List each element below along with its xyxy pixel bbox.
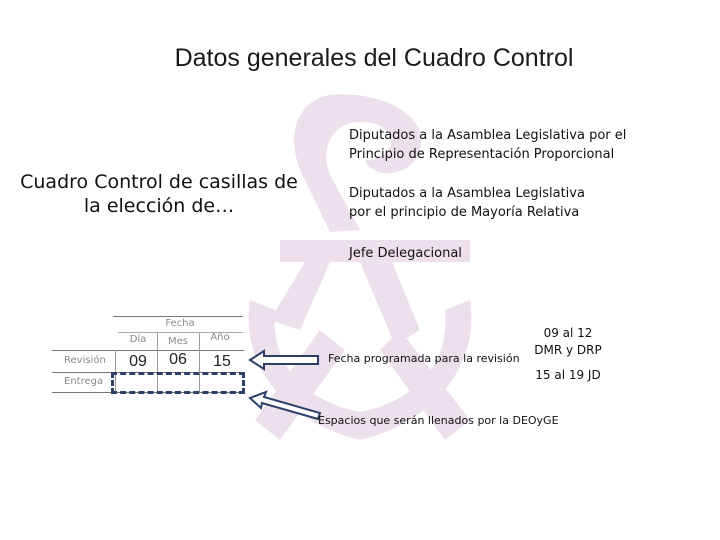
fecha-header: Fecha	[165, 318, 195, 329]
row-entrega: Entrega	[64, 376, 104, 387]
espacios-label: Espacios que serán llenados por la DEOyGE	[318, 414, 559, 427]
col-anio: Año	[210, 332, 230, 343]
revision-dia: 09	[129, 353, 147, 370]
subtitle: Cuadro Control de casillas de la elección de…	[20, 171, 298, 217]
arrow-entrega-icon	[250, 392, 320, 419]
option-diputados-rp: Diputados a la Asamblea Legislativa por el Principio de Representación Proporcional	[349, 128, 627, 162]
col-dia: Día	[129, 334, 147, 345]
rango-dmr-drp: 09 al 12 DMR y DRP	[534, 326, 602, 357]
rango-jd: 15 al 19 JD	[535, 368, 601, 382]
col-mes: Mes	[168, 336, 188, 347]
fecha-programada-label: Fecha programada para la revisión	[328, 352, 520, 365]
arrow-revision-icon	[250, 351, 318, 369]
row-revision: Revisión	[64, 355, 106, 366]
page-title: Datos generales del Cuadro Control	[174, 44, 574, 72]
revision-mes: 06	[169, 351, 187, 368]
option-jefe-delegacional: Jefe Delegacional	[349, 246, 462, 261]
option-diputados-mr: Diputados a la Asamblea Legislativa por el principio de Mayoría Relativa	[349, 186, 585, 220]
revision-anio: 15	[213, 353, 231, 370]
